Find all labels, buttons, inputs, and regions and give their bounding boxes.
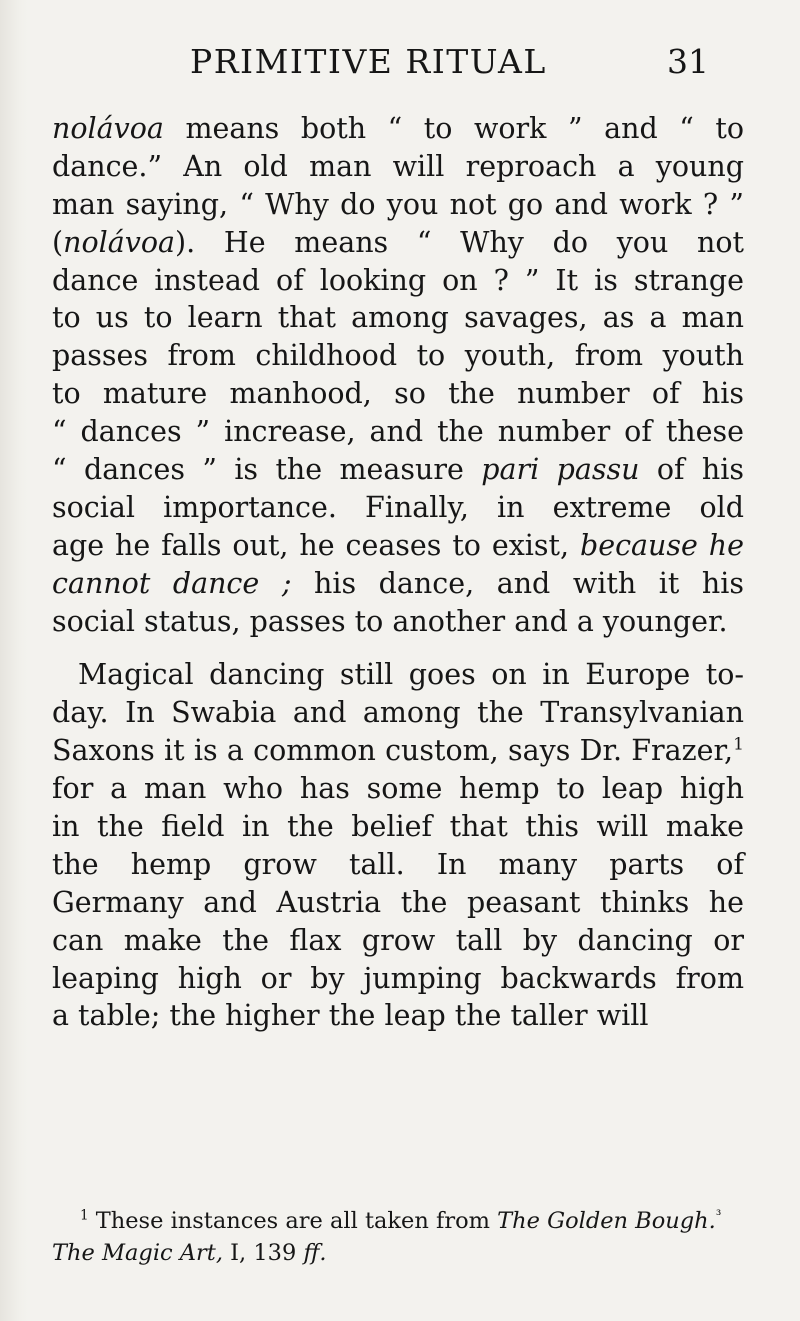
text-run: for a man who has some hemp to leap high (52, 772, 744, 806)
italic-text: nolávoa (63, 225, 175, 259)
italic-text: nolávoa (52, 112, 164, 145)
text-line (52, 186, 744, 224)
text-line (52, 656, 744, 694)
text-line (52, 565, 744, 603)
paragraph (52, 110, 744, 640)
text-line (52, 110, 744, 148)
text-run: a table; the higher the leap the taller will (52, 999, 649, 1033)
text-line (52, 694, 744, 732)
text-line (52, 846, 744, 884)
paragraph (52, 656, 744, 1035)
italic-text: cannot dance ; (52, 566, 292, 600)
page-number: 31 (667, 42, 709, 81)
text-line (52, 489, 744, 527)
text-line (52, 527, 744, 565)
text-run: ). He means “ Why do you not (175, 225, 744, 259)
text-line (52, 808, 744, 846)
text-line (80, 1205, 760, 1237)
italic-text: ff. (303, 1240, 327, 1266)
running-head (0, 42, 800, 86)
footnote-marker: 1 (80, 1207, 89, 1224)
text-run: These instances are all taken from (88, 1208, 498, 1234)
italic-text: pari passu (481, 453, 640, 487)
text-run: his dance, and with it his (291, 566, 744, 600)
text-run: can make the flax grow tall by dancing or (52, 923, 744, 957)
text-run: “ dances ” is the measure (52, 453, 482, 487)
text-line (52, 997, 744, 1035)
text-run: Magical dancing still goes on in Europe to- (78, 658, 744, 692)
footnotes (52, 1205, 760, 1269)
text-line (52, 413, 744, 451)
body-text (52, 110, 744, 1035)
text-run: passes from childhood to youth, from youth (52, 339, 744, 373)
italic-text: The Golden Bough. (497, 1208, 716, 1234)
text-run: dance instead of looking on ? ” It is strange (52, 263, 744, 297)
text-run: social status, passes to another and a younger. (52, 604, 728, 638)
text-run: to mature manhood, so the number of his (52, 377, 744, 411)
text-line (52, 148, 744, 186)
text-line (52, 299, 744, 337)
text-run: Saxons it is a common custom, says Dr. Frazer, (52, 734, 734, 768)
text-line (52, 884, 744, 922)
italic-text: The Magic Art, (52, 1240, 223, 1266)
text-run: in the field in the belief that this will make (52, 810, 744, 844)
text-run: day. In Swabia and among the Transylvanian (52, 696, 744, 730)
text-run: I, 139 (222, 1240, 304, 1266)
text-line (52, 224, 744, 262)
footnote-marker: ³ (715, 1207, 722, 1224)
text-run: leaping high or by jumping backwards from (52, 961, 744, 995)
running-title: PRIMITIVE RITUAL (190, 42, 547, 81)
text-line (52, 337, 744, 375)
text-line (52, 732, 744, 770)
text-run: to us to learn that among savages, as a man (52, 301, 744, 335)
text-line (52, 262, 744, 300)
text-run: age he falls out, he ceases to exist, (52, 528, 580, 562)
text-run: Germany and Austria the peasant thinks he (52, 885, 744, 919)
text-line (52, 451, 744, 489)
text-run: means both “ to work ” and “ to (163, 112, 744, 145)
text-line (52, 960, 744, 998)
text-run: dance.” An old man will reproach a young (52, 149, 744, 183)
text-run: man saying, “ Why do you not go and work ? ” (52, 187, 744, 221)
text-run: “ dances ” increase, and the number of these (52, 415, 744, 449)
text-line (52, 1237, 760, 1269)
text-line (52, 375, 744, 413)
text-line (52, 603, 744, 641)
text-line (52, 770, 744, 808)
italic-text: because he (579, 528, 744, 562)
text-line (52, 922, 744, 960)
footnote-marker: 1 (733, 734, 744, 755)
text-run: ( (52, 225, 64, 259)
text-run: of his (639, 453, 744, 487)
text-run: social importance. Finally, in extreme old (52, 490, 744, 524)
text-run: the hemp grow tall. In many parts of (52, 847, 744, 881)
